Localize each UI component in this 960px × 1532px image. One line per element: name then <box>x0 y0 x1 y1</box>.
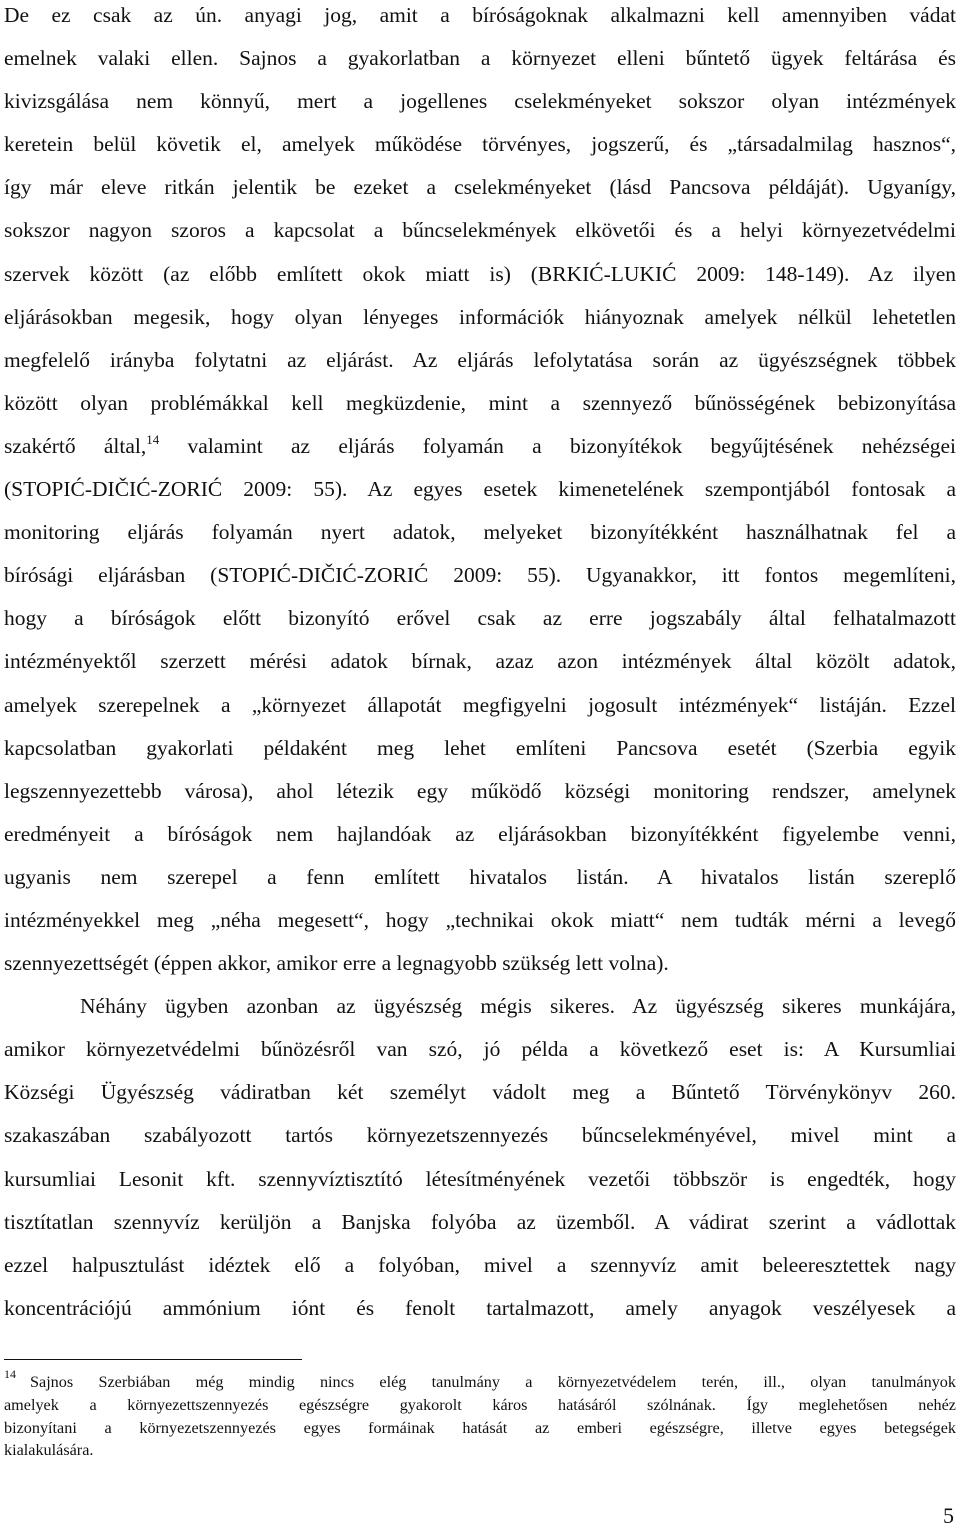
text-line: monitoring eljárás folyamán nyert adatok, melyeket bizonyítékként használhatnak fel a <box>4 520 956 545</box>
text-line: kapcsolatban gyakorlati példaként meg lehet említeni Pancsova esetét (Szerbia egyik <box>4 735 956 760</box>
text-line: De ez csak az ún. anyagi jog, amit a bíróságoknak alkalmazni kell amennyiben vádat <box>4 3 956 27</box>
text-line: szervek között (az előbb említett okok miatt is) (BRKIĆ-LUKIĆ 2009: 148-149). Az ilyen <box>4 261 956 286</box>
paragraph-2 <box>4 985 956 1330</box>
text-line: szennyezettségét (éppen akkor, amikor erre a legnagyobb szükség lett volna). <box>4 951 669 976</box>
text-line: között olyan problémákkal kell megküzdenie, mint a szennyező bűnösségének bebizonyítása <box>4 390 956 415</box>
text-line: így már eleve ritkán jelentik be ezeket a cselekményeket (lásd Pancsova példáját). Ugyanígy, <box>4 175 956 200</box>
text-line: koncentrációjú ammónium iónt és fenolt tartalmazott, amely anyagok veszélyesek a <box>4 1295 956 1320</box>
footnote-line: bizonyítani a környezetszennyezés egyes formáinak hatását az emberi egészségre, illetve egyes betegségek <box>4 1418 956 1437</box>
text-line: ezzel halpusztulást idéztek elő a folyóban, mivel a szennyvíz amit beleeresztettek nagy <box>4 1252 956 1277</box>
text-line: tisztítatlan szennyvíz kerüljön a Banjska folyóba az üzemből. A vádirat szerint a vádlottak <box>4 1209 956 1234</box>
text-line: emelnek valaki ellen. Sajnos a gyakorlatban a környezet elleni bűntető ügyek feltárása és <box>4 46 956 71</box>
text-line: keretein belül követik el, amelyek működése törvényes, jogszerű, és „társadalmilag hasznos“, <box>4 132 956 157</box>
text-line: ugyanis nem szerepel a fenn említett hivatalos listán. A hivatalos listán szereplő <box>4 864 956 889</box>
text-line: (STOPIĆ-DIČIĆ-ZORIĆ 2009: 55). Az egyes esetek kimenetelének szempontjából fontosak a <box>4 477 956 502</box>
text-line: legszennyezettebb városa), ahol létezik egy működő községi monitoring rendszer, amelynek <box>4 778 956 803</box>
footnote-line <box>4 1366 956 1394</box>
text-line: intézményektől szerzett mérési adatok bírnak, azaz azon intézmények által közölt adatok, <box>4 649 956 674</box>
text-line: bírósági eljárásban (STOPIĆ-DIČIĆ-ZORIĆ 2009: 55). Ugyanakkor, itt fontos megemlíteni, <box>4 563 956 588</box>
text-line: hogy a bíróságok előtt bizonyító erővel csak az erre jogszabály által felhatalmazott <box>4 606 956 631</box>
document-page <box>4 0 956 1330</box>
text-line: megfelelő irányba folytatni az eljárást. Az eljárás lefolytatása során az ügyészségnek többek <box>4 347 956 372</box>
footnote-separator <box>4 1359 302 1360</box>
footnote-line: kialakulására. <box>4 1441 94 1459</box>
footnote-line: amelyek a környezettszennyezés egészségre gyakorolt káros hatásáról szólnának. Így meglehetősen nehéz <box>4 1396 956 1414</box>
text-fragment: valamint az eljárás folyamán a bizonyítékok begyűjtésének nehézségei <box>187 433 957 458</box>
text-line: intézményekkel meg „néha megesett“, hogy „technikai okok miatt“ nem tudták mérni a levegő <box>4 907 956 932</box>
text-line: amikor környezetvédelmi bűnözésről van szó, jó példa a következő eset is: A Kursumliai <box>4 1037 956 1062</box>
footnote-text: Sajnos Szerbiában még mindig nincs elég tanulmány a környezetvédelem terén, ill., olyan tanulmányok <box>30 1373 956 1391</box>
text-line: kivizsgálása nem könnyű, mert a jogellenes cselekményeket sokszor olyan intézmények <box>4 89 956 114</box>
text-fragment: szakértő által, <box>4 433 147 458</box>
text-line: eljárásokban megesik, hogy olyan lényeges információk hiányoznak amelyek nélkül lehetetlen <box>4 304 956 329</box>
text-line: Néhány ügyben azonban az ügyészség mégis sikeres. Az ügyészség sikeres munkájára, <box>80 994 956 1019</box>
text-line: eredményeit a bíróságok nem hajlandóak az eljárásokban bizonyítékként figyelembe venni, <box>4 821 956 846</box>
text-line: Községi Ügyészség vádiratban két személyt vádolt meg a Bűntető Törvénykönyv 260. <box>4 1080 956 1105</box>
footnote-reference[interactable]: 14 <box>146 431 160 447</box>
footnote-number: 14 <box>4 1367 16 1381</box>
text-line: amelyek szerepelnek a „környezet állapotát megfigyelni jogosult intézmények“ listáján. Ezzel <box>4 692 956 717</box>
text-line: kursumliai Lesonit kft. szennyvíztisztító létesítményének vezetői többször is engedték, hogy <box>4 1166 956 1191</box>
text-line: szakaszában szabályozott tartós környezetszennyezés bűncselekményével, mivel mint a <box>4 1123 956 1148</box>
footnote-section <box>4 1366 956 1462</box>
page-number: 5 <box>943 1503 954 1528</box>
text-line: sokszor nagyon szoros a kapcsolat a bűncselekmények elkövetői és a helyi környezetvédelmi <box>4 218 956 243</box>
text-line-with-footnote <box>4 425 956 468</box>
paragraph-1 <box>4 0 956 985</box>
